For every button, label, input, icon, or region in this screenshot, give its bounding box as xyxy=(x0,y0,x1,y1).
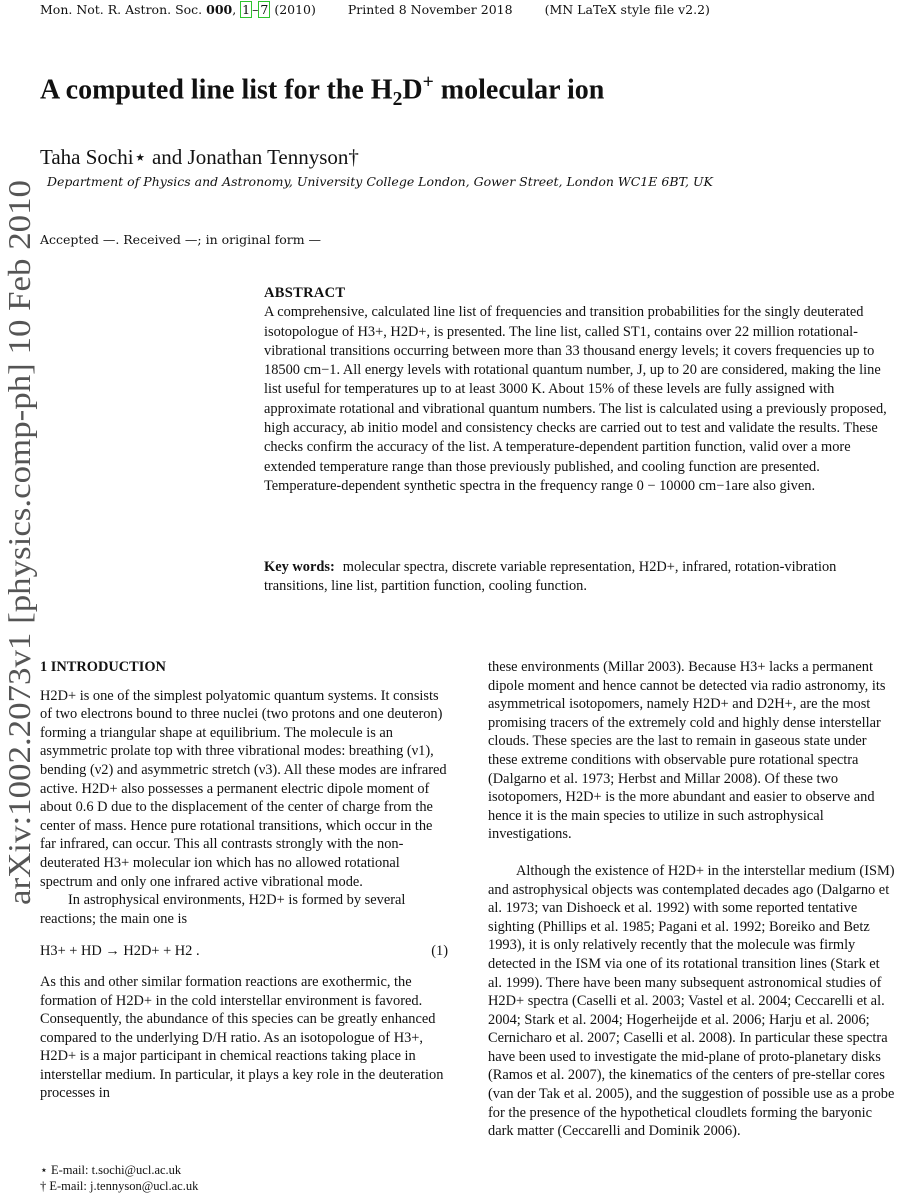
equation-number: (1) xyxy=(431,943,448,960)
keywords-label: Key words: xyxy=(264,559,335,575)
column-left xyxy=(40,658,448,1103)
section-heading-introduction: 1 INTRODUCTION xyxy=(40,659,166,675)
equation-body: H3+ + HD → H2D+ + H2 . xyxy=(40,943,200,960)
abstract xyxy=(264,284,896,496)
authors: Taha Sochi⋆ and Jonathan Tennyson† xyxy=(40,145,359,169)
arxiv-stamp xyxy=(0,175,42,905)
running-head xyxy=(40,2,738,17)
abstract-text: A comprehensive, calculated line list of frequencies and transition probabilities for the singly deuterated isotopologue of H3+, H2D+, is presented. The line list, called ST1, contains over 22 million rotational-vibrational transitions occurring between more than 33 thousand energy levels; it covers frequencies up to 18500 cm−1. All energy levels with rotational quantum number, J, up to 20 are considered, making the line list useful for temperatures up to at least 3000 K. About 15% of these levels are fully assigned with approximate rotational and vibrational quantum numbers. The list is calculated using a previously proposed, high accuracy, ab initio model and consistency checks are carried out to test and validate the results. These checks confirm the accuracy of the list. A temperature-dependent partition function, valid over a more extended temperature range than those previously published, and cooling function are presented. Temperature-dependent synthetic spectra in the frequency range 0 − 10000 cm−1are also given. xyxy=(264,304,887,494)
arxiv-stamp-text: arXiv:1002.2073v1 [physics.comp-ph] 10 Feb 2010 xyxy=(2,250,37,905)
printed-date: Printed 8 November 2018 xyxy=(347,2,513,17)
affiliation: Department of Physics and Astronomy, University College London, Gower Street, London WC1E 6BT, UK xyxy=(47,174,713,189)
intro-paragraph-4: these environments (Millar 2003). Because H3+ lacks a permanent dipole moment and hence cannot be detected via radio astronomy, its asymmetrical isotopomers, namely H2D+ and D2H+, are the most promising tracers of the extremely cold and highly dense interstellar clouds. These species are the last to remain in gaseous state under these extreme conditions with observable pure rotational spectra (Dalgarno et al. 1973; Herbst and Millar 2008). Of these two isotopomers, H2D+ is the more abundant and easier to observe and hence it is the main species to utilize in such astrophysical investigations. xyxy=(488,659,886,843)
intro-paragraph-2: In astrophysical environments, H2D+ is formed by several reactions; the main one is xyxy=(40,892,406,927)
page-link-end[interactable]: 7 xyxy=(260,2,269,17)
footnotes xyxy=(40,1162,198,1194)
paper-title: A computed line list for the $H_2D^+$ molecular ion xyxy=(40,72,605,110)
footnote-1: ⋆ E-mail: t.sochi@ucl.ac.uk xyxy=(40,1163,182,1177)
keywords-text: molecular spectra, discrete variable representation, H2D+, infrared, rotation-vibration transitions, line list, partition function, cooling function. xyxy=(264,559,837,595)
style-file-note: (MN LaTeX style file v2.2) xyxy=(544,2,710,17)
intro-paragraph-5: Although the existence of H2D+ in the interstellar medium (ISM) and astrophysical objects was contemplated decades ago (Dalgarno et al. 1973; van Dishoeck et al. 1992) with some reported tentative sighting (Phillips et al. 1985; Pagani et al. 1992; Boreiko and Betz 1993), it is only relatively recently that the molecule was firmly detected in the ISM via one of its rotational transition lines (Stark et al. 1999). There have been many subsequent astronomical studies of H2D+ spectra (Caselli et al. 2003; Vastel et al. 2004; Ceccarelli et al. 2004; Stark et al. 2004; Hogerheijde et al. 2006; Harju et al. 2006; Cernicharo et al. 2007; Caselli et al. 2008). In particular these spectra have been used to investigate the mid-plane of proto-planetary disks (Ramos et al. 2007), the kinematics of the centers of pre-stellar cores (van der Tak et al. 2005), and the suggestion of possible use as a probe for the presence of the hypothetical cloudlets forming the baryonic dark matter (Ceccarelli and Dominik 2006). xyxy=(488,862,895,1140)
equation-1 xyxy=(40,942,448,961)
journal-citation: Mon. Not. R. Astron. Soc. 000, 1 – 7 (2010) xyxy=(40,2,316,17)
intro-paragraph-1: H2D+ is one of the simplest polyatomic quantum systems. It consists of two electrons bound to three nuclei (two protons and one deuteron) forming a triangular shape at equilibrium. The molecule is an asymmetric prolate top with three vibrational modes: breathing (ν1), bending (ν2) and asymmetric stretch (ν3). All these modes are infrared active. H2D+ also possesses a permanent electric dipole moment of about 0.6 D due to the displacement of the center of charge from the center of mass. Hence pure rotational transitions, which occur in the far infrared, can occur. This all contrasts strongly with the non-deuterated H3+ molecular ion which has no allowed rotational spectrum and only one infrared active vibrational mode. xyxy=(40,687,447,890)
accepted-line: Accepted —. Received —; in original form — xyxy=(40,232,322,247)
footnote-2: † E-mail: j.tennyson@ucl.ac.uk xyxy=(40,1179,199,1193)
page-link-start[interactable]: 1 xyxy=(242,2,251,17)
intro-paragraph-3: As this and other similar formation reactions are exothermic, the formation of H2D+ in the cold interstellar environment is favored. Consequently, the abundance of this species can be greatly enhanced compared to the underlying D/H ratio. As an isotopologue of H3+, H2D+ is a major participant in chemical reactions taking place in interstellar medium. In particular, it plays a key role in the deuteration processes in xyxy=(40,973,444,1102)
keywords xyxy=(264,558,896,597)
column-right xyxy=(488,658,896,1141)
abstract-heading: ABSTRACT xyxy=(264,285,346,301)
